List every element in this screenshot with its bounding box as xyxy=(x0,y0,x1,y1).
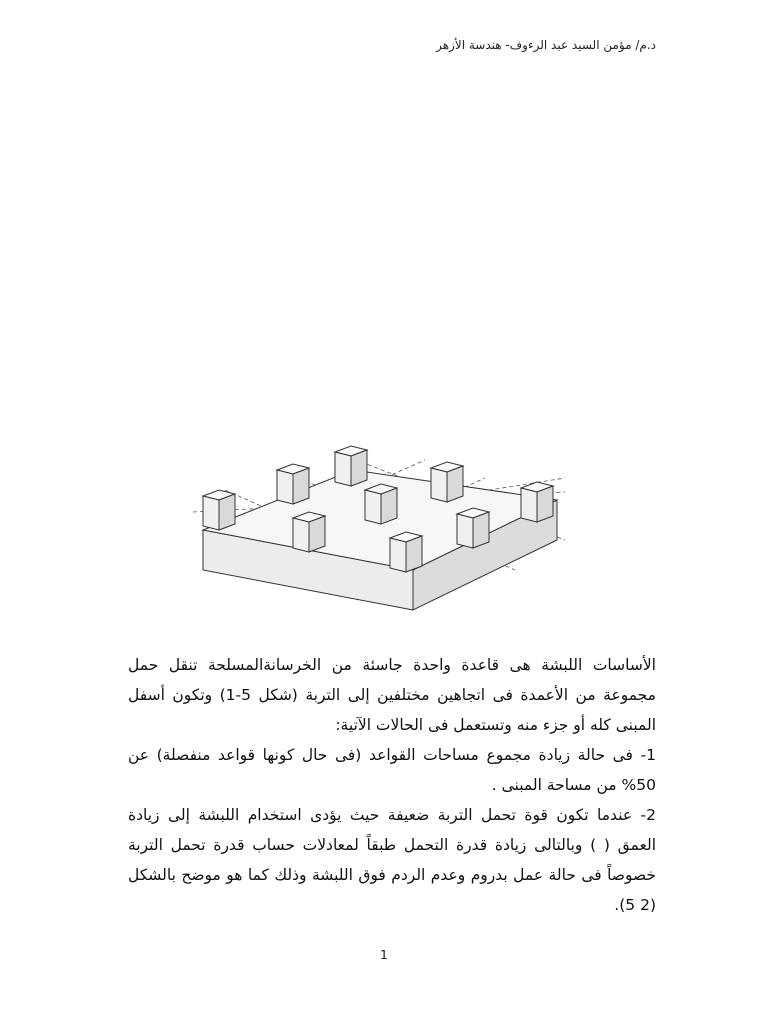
column-5 xyxy=(365,484,397,524)
column-4 xyxy=(203,490,235,530)
list-item-2: 2- عندما تكون قوة تحمل التربة ضعيفة حيث يؤدى استخدام اللبشة إلى زيادة العمق ( ) وبالتالى زيادة قدرة التحمل طبقاً لمعادلات حساب قدرة تحمل التربة خصوصاً فى حالة عمل بدروم وعدم الردم فوق اللبشة وذلك كما هو موضح بالشكل (2 5). xyxy=(128,806,656,914)
raft-foundation-isometric-diagram xyxy=(185,430,575,620)
column-1 xyxy=(335,446,367,486)
column-3 xyxy=(431,462,463,502)
intro-paragraph: الأساسات اللبشة هى قاعدة واحدة جاسئة من الخرسانةالمسلحة تنقل حمل مجموعة من الأعمدة فى اتجاهين مختلفين إلى التربة (شكل 5-1) وتكون أسفل المبنى كله أو جزء منه وتستعمل فى الحالات الآتية: xyxy=(128,656,656,734)
column-6 xyxy=(521,482,553,522)
column-2 xyxy=(277,464,309,504)
column-7 xyxy=(293,512,325,552)
raft-foundation-figure xyxy=(185,430,575,620)
page-header: د.م/ مؤمن السيد عبد الرءوف- هندسة الأزهر xyxy=(436,38,656,52)
column-8 xyxy=(457,508,489,548)
list-item-1: 1- فى حالة زيادة مجموع مساحات القواعد (فى حال كونها قواعد منفصلة) عن 50% من مساحة المبنى . xyxy=(128,746,656,794)
page-number: 1 xyxy=(380,948,388,962)
column-9 xyxy=(390,532,422,572)
body-text xyxy=(128,650,656,920)
